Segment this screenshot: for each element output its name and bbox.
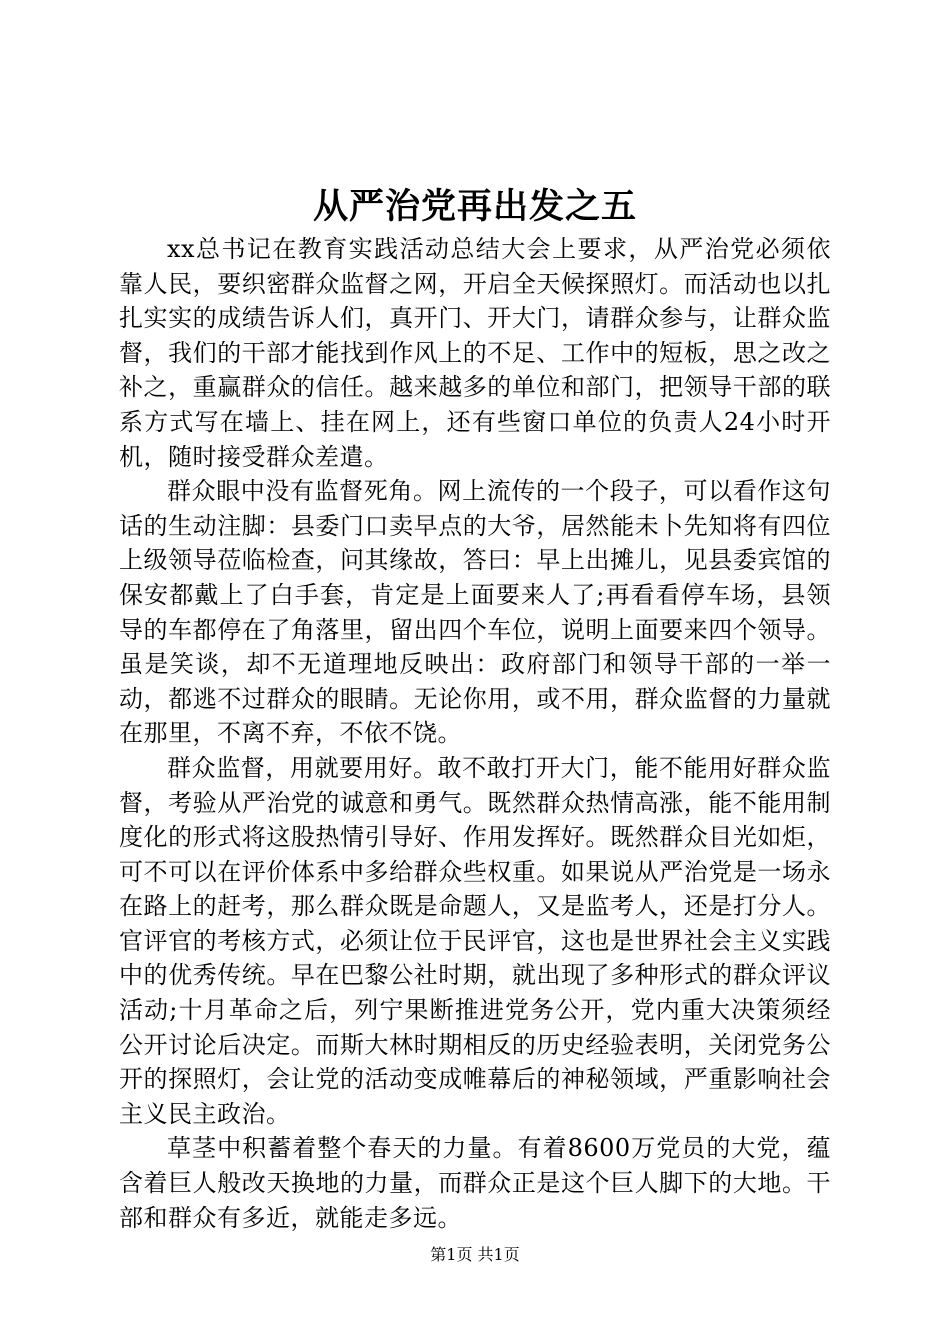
paragraph-3: 群众监督，用就要用好。敢不敢打开大门，能不能用好群众监督，考验从严治党的诚意和勇气。既然群众热情高涨，能不能用制度化的形式将这股热情引导好、作用发挥好。既然群众目光如炬，可不可以在评价体系中多给群众些权重。如果说从严治党是一场永在路上的赶考，那么群众既是命题人，又是监考人，还是打分人。官评官的考核方式，必须让位于民评官，这也是世界社会主义实践中的优秀传统。早在巴黎公社时期，就出现了多种形式的群众评议活动;十月革命之后，列宁果断推进党务公开，党内重大决策须经公开讨论后决定。而斯大林时期相反的历史经验表明，关闭党务公开的探照灯，会让党的活动变成帷幕后的神秘领域，严重影响社会主义民主政治。 (119, 753, 831, 1128)
paragraph-1: xx总书记在教育实践活动总结大会上要求，从严治党必须依靠人民，要织密群众监督之网，开启全天候探照灯。而活动也以扎扎实实的成绩告诉人们，真开门、开大门，请群众参与，让群众监督，我们的干部才能找到作风上的不足、工作中的短板，思之改之补之，重赢群众的信任。越来越多的单位和部门，把领导干部的联系方式写在墙上、挂在网上，还有些窗口单位的负责人24小时开机，随时接受群众差遣。 (119, 235, 831, 471)
document-body (119, 232, 831, 1235)
document-title: 从严治党再出发之五 (312, 186, 637, 227)
paragraph-2: 群众眼中没有监督死角。网上流传的一个段子，可以看作这句话的生动注脚：县委门口卖早点的大爷，居然能未卜先知将有四位上级领导莅临检查，问其缘故，答曰：早上出摊儿，见县委宾馆的保安都戴上了白手套，肯定是上面要来人了;再看看停车场，县领导的车都停在了角落里，留出四个车位，说明上面要来四个领导。虽是笑谈，却不无道理地反映出：政府部门和领导干部的一举一动，都逃不过群众的眼睛。无论你用，或不用，群众监督的力量就在那里，不离不弃，不依不饶。 (119, 477, 831, 748)
page-footer: 第1页 共1页 (430, 1245, 520, 1264)
paragraph-4: 草茎中积蓄着整个春天的力量。有着8600万党员的大党，蕴含着巨人般改天换地的力量，而群众正是这个巨人脚下的大地。干部和群众有多近，就能走多远。 (119, 1134, 831, 1232)
